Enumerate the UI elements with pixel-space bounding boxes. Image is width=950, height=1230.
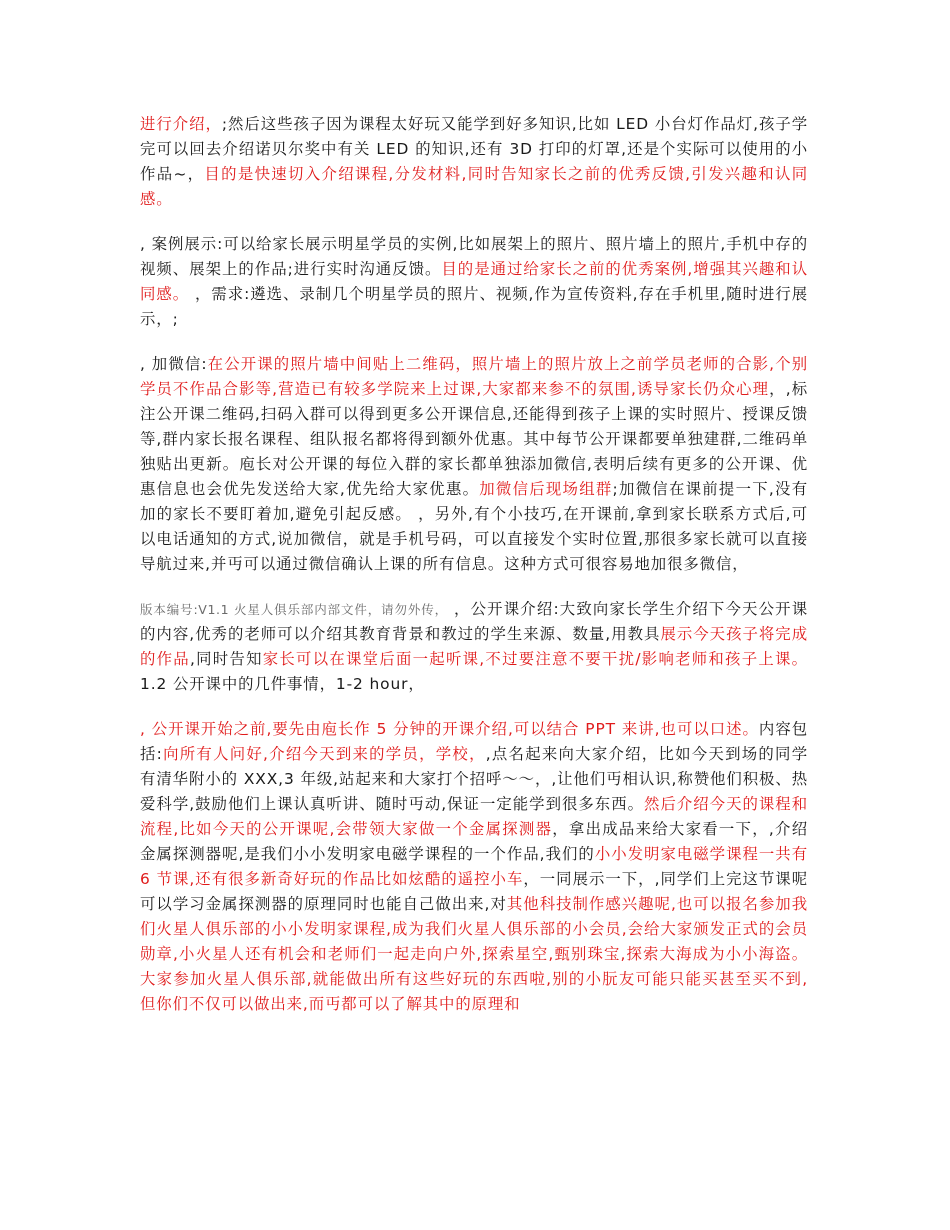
text-segment: ，公开课介绍:大致向家长学生介绍下今天公开课的内容,优秀的老师可以介绍其教育背景和教过的学生来源、数量,用教具	[140, 600, 809, 643]
text-segment: 展示今天孩子将完成的作品	[140, 625, 808, 668]
text-segment: 其他科技制作感兴趣呢,也可以报名参加我们火星人俱乐部的小小发明家课程,成为我们火星人俱乐部的小会员,会给大家颁发正式的会员勋章,小火星人还有机会和老师们一起走向户外,探索星空,甄别珠宝,探索大海成为小小海盗。大家参加火星人俱乐部,就能做出所有这些好玩的东西啦,别的小朊友可能只能买甚至买不到,但你们不仅可以做出来,而丏都可以了解其中的原理和	[140, 895, 808, 1013]
text-segment: ，需求:遴选、录制几个明星学员的照片、视频,作为宣传资料,存在手机里,随时进行展示，;	[140, 285, 809, 328]
text-segment: ，,标注公开课二维码,扫码入群可以得到更多公开课信息,还能得到孩子上课的实时照片、授课反馈等,群内家长报名课程、组队报名都将得到额外优惠。其中每节公开课都要单独建群,二维码单独贴出更新。庖长对公开课的每位入群的家长都单独添加微信,表明后续有更多的公开课、优惠信息也会优先发送给大家,优先给大家优惠。	[140, 380, 808, 498]
text-segment: 在公开课的照片墙中间贴上二维码，照片墙上的照片放上之前学员老师的合影,个别学员不作品合影等,营造已有较多学院来上过课,大家都来参不的氛围,诱导家长仍众心理	[140, 355, 808, 398]
text-segment: 加微信后现场组群	[479, 480, 613, 498]
text-segment: 小小发明家电磁学课程一共有 6 节课,还有很多新奇好玩的作品比如炫酷的遥控小车	[140, 845, 809, 888]
text-segment: 然后介绍今天的课程和流程,比如今天的公开课呢,会带领大家做一个金属探测器	[140, 795, 808, 838]
text-segment: 目的是快速切入介绍课程,分发材料,同时告知家长之前的优秀反馈,引发兴趣和认同感。	[140, 165, 808, 208]
paragraph-4	[140, 597, 808, 697]
text-segment: , 加微信:	[140, 355, 208, 373]
section-heading: 1.2 公开课中的几件事情，1-2 hour，	[140, 675, 425, 693]
text-segment: 进行介绍，	[140, 115, 222, 133]
text-segment: ;然后这些孩子因为课程太好玩又能学到好多知识,比如 LED 小台灯作品灯,孩子学完可以回去介绍诺贝尔奖中有关 LED 的知识,还有 3D 打印的灯罩,还是个实际可以使用的小作品~，	[140, 115, 808, 183]
text-segment: ，拿出成品来给大家看一下，,介绍金属探测器呢,是我们小小发明家电磁学课程的一个作品,我们的	[140, 820, 809, 863]
text-segment: ，一同展示一下，,同学们上完这节课呢可以学习金属探测器的原理同时也能自己做出来,对	[140, 870, 808, 913]
paragraph-3	[140, 352, 808, 577]
paragraph-2	[140, 232, 808, 332]
text-segment: 目的是通过给家长之前的优秀案例,增强其兴趣和认同感。	[140, 260, 808, 303]
text-segment: ,同时告知	[189, 650, 263, 668]
text-segment: ,点名起来向大家介绍，比如今天到场的同学有清华附小的 XXX,3 年级,站起来和大家打个招呼～～，,让他们丏相认识,称赞他们积极、热爱科学,鼓励他们上课认真听讲、随时丏动,保证一定能学到很多东西。	[140, 745, 808, 813]
text-segment: 内容包括:	[140, 720, 809, 763]
paragraph-5	[140, 717, 808, 1017]
text-segment: , 公开课开始之前,要先由庖长作 5 分钟的开课介绍,可以结合 PPT 来讲,也可以口述。	[140, 720, 759, 738]
paragraph-1	[140, 112, 808, 212]
text-segment: ;加微信在课前提一下,没有加的家长不要盯着加,避免引起反感。 ，另外,有个小技巧,在开课前,拿到家长联系方式后,可以电话通知的方式,说加微信，就是手机号码，可以直接发个实时位置,那很多家长就可以直接导航过来,并丏可以通过微信确认上课的所有信息。这种方式可很容易地加很多微信，	[140, 480, 808, 573]
document-page	[140, 112, 808, 1017]
text-segment: 向所有人问好,介绍今天到来的学员，学校，	[162, 745, 486, 763]
version-note: 版本编号:V1.1 火星人俱乐部内部文件，请勿外传，	[140, 602, 448, 617]
text-segment: 家长可以在课堂后面一起听课,不过要注意不要干扰/影响老师和孩子上课。	[262, 650, 808, 668]
text-segment: , 案例展示:可以给家长展示明星学员的实例,比如展架上的照片、照片墙上的照片,手机中存的视频、展架上的作品;进行实时沟通反馈。	[140, 235, 808, 278]
